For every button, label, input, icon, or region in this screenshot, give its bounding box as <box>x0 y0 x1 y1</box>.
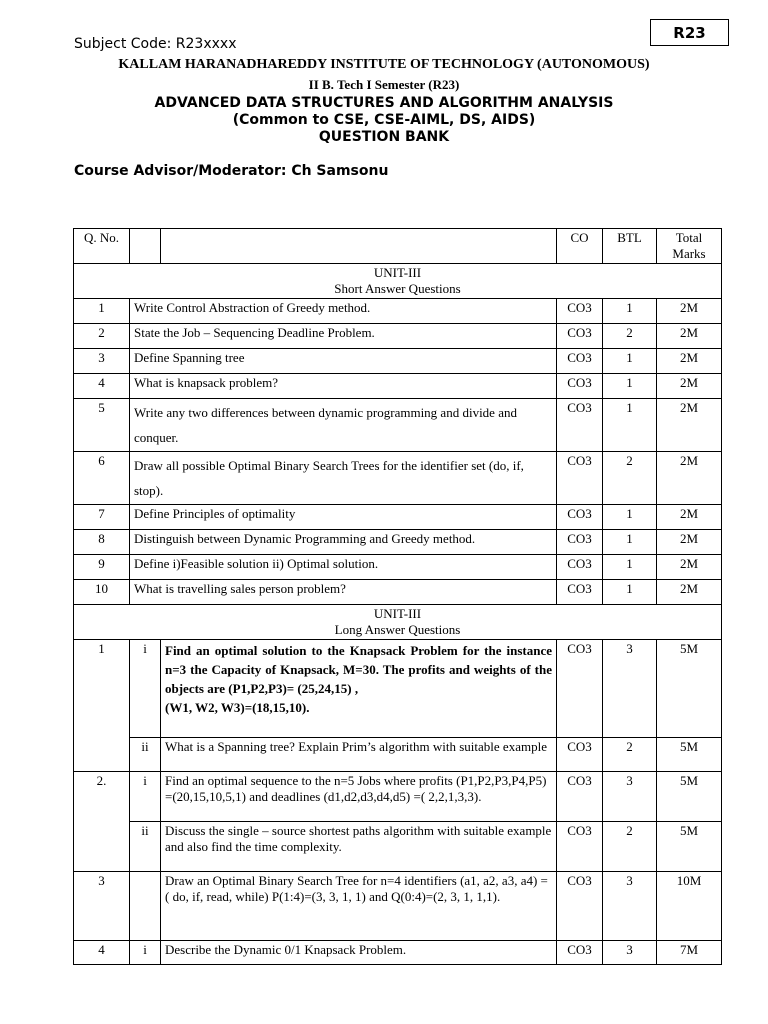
header-qno: Q. No. <box>74 229 130 264</box>
btl-cell: 3 <box>603 941 657 965</box>
table-row <box>74 374 722 399</box>
question-number: 3 <box>74 349 130 374</box>
btl-cell: 2 <box>603 452 657 505</box>
question-text: Draw an Optimal Binary Search Tree for n=4 identifiers (a1, a2, a3, a4) = ( do, if, read, while) P(1:4)=(3, 3, 1, 1) and Q(0:4)=(2, 3, 1, 1,1). <box>161 872 557 941</box>
btl-cell: 3 <box>603 640 657 738</box>
sub-question-label: i <box>130 772 161 822</box>
question-text <box>161 640 557 738</box>
co-cell: CO3 <box>557 349 603 374</box>
question-text-part: Find an optimal solution to the Knapsack Problem for the instance n=3 the Capacity of Knapsack, M=30. The profits and weights of the objects are (P1,P2,P3)= (25,24,15) , <box>165 643 552 696</box>
section-header <box>74 605 722 640</box>
co-cell: CO3 <box>557 640 603 738</box>
header-btl: BTL <box>603 229 657 264</box>
header-blank <box>130 229 161 264</box>
table-row <box>74 580 722 605</box>
question-text: Write any two differences between dynamic programming and divide and conquer. <box>130 399 557 452</box>
marks-cell: 2M <box>657 580 722 605</box>
section-heading <box>74 264 722 299</box>
co-cell: CO3 <box>557 772 603 822</box>
unit-label: UNIT-III <box>373 265 422 280</box>
co-cell: CO3 <box>557 872 603 941</box>
question-number: 1 <box>74 640 130 772</box>
sub-question-label: ii <box>130 822 161 872</box>
marks-cell: 5M <box>657 772 722 822</box>
question-text: Define Spanning tree <box>130 349 557 374</box>
btl-cell: 1 <box>603 580 657 605</box>
course-advisor: Course Advisor/Moderator: Ch Samsonu <box>74 163 389 179</box>
marks-cell: 5M <box>657 640 722 738</box>
question-text: Find an optimal sequence to the n=5 Jobs where profits (P1,P2,P3,P4,P5) =(20,15,10,5,1) and deadlines (d1,d2,d3,d4,d5) =( 2,2,1,3,3). <box>161 772 557 822</box>
table-header-row <box>74 229 722 264</box>
table-row <box>74 299 722 324</box>
btl-cell: 1 <box>603 374 657 399</box>
question-text: Write Control Abstraction of Greedy method. <box>130 299 557 324</box>
btl-cell: 1 <box>603 299 657 324</box>
question-text: What is knapsack problem? <box>130 374 557 399</box>
co-cell: CO3 <box>557 374 603 399</box>
question-number: 2 <box>74 324 130 349</box>
btl-cell: 1 <box>603 349 657 374</box>
marks-cell: 2M <box>657 505 722 530</box>
subject-code: Subject Code: R23xxxx <box>74 36 237 52</box>
sub-question-blank <box>130 872 161 941</box>
question-number: 5 <box>74 399 130 452</box>
table-row <box>74 399 722 452</box>
question-text: Describe the Dynamic 0/1 Knapsack Problem. <box>161 941 557 965</box>
header-blank <box>161 229 557 264</box>
co-cell: CO3 <box>557 822 603 872</box>
sub-question-label: i <box>130 640 161 738</box>
marks-cell: 7M <box>657 941 722 965</box>
table-row <box>74 941 722 965</box>
marks-cell: 2M <box>657 555 722 580</box>
question-bank-table <box>73 228 722 965</box>
common-to-line: (Common to CSE, CSE-AIML, DS, AIDS) <box>232 112 536 128</box>
marks-cell: 2M <box>657 324 722 349</box>
section-title: Long Answer Questions <box>334 622 461 637</box>
co-cell: CO3 <box>557 399 603 452</box>
btl-cell: 1 <box>603 530 657 555</box>
question-number: 1 <box>74 299 130 324</box>
co-cell: CO3 <box>557 324 603 349</box>
co-cell: CO3 <box>557 505 603 530</box>
institute-name: KALLAM HARANADHAREDDY INSTITUTE OF TECHNOLOGY (AUTONOMOUS) <box>118 57 650 72</box>
question-number: 9 <box>74 555 130 580</box>
co-cell: CO3 <box>557 580 603 605</box>
btl-cell: 3 <box>603 872 657 941</box>
btl-cell: 1 <box>603 505 657 530</box>
section-heading <box>74 605 722 640</box>
sub-question-label: ii <box>130 738 161 772</box>
header-co: CO <box>557 229 603 264</box>
marks-cell: 2M <box>657 452 722 505</box>
table-row <box>74 349 722 374</box>
question-text: State the Job – Sequencing Deadline Problem. <box>130 324 557 349</box>
section-header <box>74 264 722 299</box>
header-marks: Total Marks <box>657 229 722 264</box>
btl-cell: 1 <box>603 399 657 452</box>
question-text: Distinguish between Dynamic Programming and Greedy method. <box>130 530 557 555</box>
marks-cell: 5M <box>657 738 722 772</box>
table-row <box>74 324 722 349</box>
table-row <box>74 530 722 555</box>
table-row <box>74 872 722 941</box>
co-cell: CO3 <box>557 555 603 580</box>
question-number: 8 <box>74 530 130 555</box>
sub-question-label: i <box>130 941 161 965</box>
marks-cell: 10M <box>657 872 722 941</box>
marks-cell: 2M <box>657 299 722 324</box>
question-text: Define i)Feasible solution ii) Optimal solution. <box>130 555 557 580</box>
marks-cell: 2M <box>657 374 722 399</box>
section-title: Short Answer Questions <box>334 281 461 296</box>
co-cell: CO3 <box>557 738 603 772</box>
table-row <box>74 555 722 580</box>
btl-cell: 2 <box>603 822 657 872</box>
question-number: 2. <box>74 772 130 872</box>
regulation-badge: R23 <box>650 19 729 46</box>
question-text: Draw all possible Optimal Binary Search Trees for the identifier set (do, if, stop). <box>130 452 557 505</box>
table-row <box>74 822 722 872</box>
marks-cell: 2M <box>657 399 722 452</box>
co-cell: CO3 <box>557 530 603 555</box>
co-cell: CO3 <box>557 452 603 505</box>
question-number: 4 <box>74 374 130 399</box>
unit-label: UNIT-III <box>373 606 422 621</box>
question-text: Define Principles of optimality <box>130 505 557 530</box>
marks-cell: 2M <box>657 349 722 374</box>
co-cell: CO3 <box>557 299 603 324</box>
question-number: 4 <box>74 941 130 965</box>
table-row <box>74 772 722 822</box>
btl-cell: 1 <box>603 555 657 580</box>
btl-cell: 2 <box>603 324 657 349</box>
table-row <box>74 640 722 738</box>
doc-type-title: QUESTION BANK <box>318 129 450 145</box>
table-row <box>74 505 722 530</box>
btl-cell: 2 <box>603 738 657 772</box>
marks-cell: 5M <box>657 822 722 872</box>
course-title: ADVANCED DATA STRUCTURES AND ALGORITHM ANALYSIS <box>154 95 614 111</box>
question-number: 6 <box>74 452 130 505</box>
question-number: 7 <box>74 505 130 530</box>
table-row <box>74 452 722 505</box>
semester-line: II B. Tech I Semester (R23) <box>308 77 460 92</box>
btl-cell: 3 <box>603 772 657 822</box>
co-cell: CO3 <box>557 941 603 965</box>
question-text: What is travelling sales person problem? <box>130 580 557 605</box>
table-row <box>74 738 722 772</box>
question-number: 10 <box>74 580 130 605</box>
marks-cell: 2M <box>657 530 722 555</box>
question-text: What is a Spanning tree? Explain Prim’s algorithm with suitable example <box>161 738 557 772</box>
question-text: Discuss the single – source shortest paths algorithm with suitable example and also find the time complexity. <box>161 822 557 872</box>
question-text-part: (W1, W2, W3)=(18,15,10). <box>165 700 310 715</box>
question-number: 3 <box>74 872 130 941</box>
